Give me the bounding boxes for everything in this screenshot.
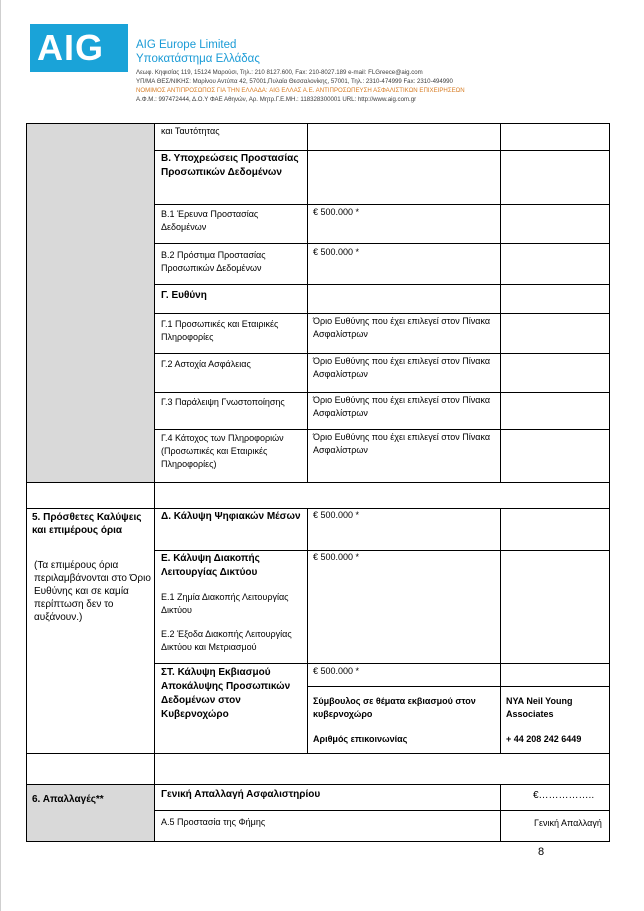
letterhead [30, 24, 630, 114]
blank-row-left [26, 482, 155, 509]
g1-label: Γ.1 Προσωπικές και Εταιρικές Πληροφορίες [161, 319, 279, 342]
b2-extra [500, 243, 610, 285]
g4-extra [500, 429, 610, 483]
grey-cell-top [26, 123, 155, 483]
company-name: AIG Europe Limited [136, 39, 237, 51]
e-value: € 500.000 * [313, 552, 360, 562]
row-top-extra [500, 123, 610, 151]
a5-value: Γενική Απαλλαγή [534, 818, 602, 828]
st-advisor-value: NYA Neil Young Associates [506, 696, 573, 719]
g3-value: Όριο Ευθύνης που έχει επιλεγεί στον Πίνακα Ασφαλίστρων [313, 395, 491, 418]
e-value-cell [307, 550, 501, 664]
d-value: € 500.000 * [313, 510, 360, 520]
page-edge [0, 0, 1, 911]
d-title: Δ. Κάλυψη Ψηφιακών Μέσων [161, 511, 301, 522]
b-title: Β. Υποχρεώσεις Προστασίας Προσωπικών Δεδομένων [161, 153, 299, 178]
g2-value: Όριο Ευθύνης που έχει επιλεγεί στον Πίνακα Ασφαλίστρων [313, 356, 491, 379]
section-5-note: (Τα επιμέρους όρια περιλαμβάνονται στο Όριο Ευθύνης και σε καμία περίπτωση δεν το αυξάνουν.) [34, 560, 151, 623]
b1-label: Β.1 Έρευνα Προστασίας Δεδομένων [161, 209, 259, 232]
g1-value: Όριο Ευθύνης που έχει επιλεγεί στον Πίνακα Ασφαλίστρων [313, 316, 491, 339]
g-title-value [307, 284, 501, 314]
st-title: ΣΤ. Κάλυψη Εκβιασμού Αποκάλυψης Προσωπικών Δεδομένων στον Κυβερνοχώρο [161, 667, 291, 720]
g2-label: Γ.2 Αστοχία Ασφάλειας [161, 359, 251, 369]
b-title-value [307, 150, 501, 205]
address-line-2: ΥΠ/ΜΑ ΘΕΣ/ΝΙΚΗΣ: Μαρίνου Αντύπα 42, 57001,Πυλαία Θεσσαλονίκης, 57001, Τηλ.: 2310-474999 Fax: 2310-494990 [136, 78, 453, 85]
branch-name: Υποκατάστημα Ελλάδας [136, 53, 260, 65]
e1-label: Ε.1 Ζημία Διακοπής Λειτουργίας Δικτύου [161, 592, 289, 615]
row-top-value [307, 123, 501, 151]
address-line-1: Λεωφ. Κηφισίας 119, 15124 Μαρούσι, Τηλ.: 210 8127.600, Fax: 210-8027.189 e-mail: FLGreece@aig.com [136, 69, 423, 76]
coverage-table [26, 123, 610, 843]
address-line-4: Α.Φ.Μ.: 997472444, Δ.Ο.Υ ΦΑΕ Αθηνών, Αρ. Μητρ.Γ.Ε.ΜΗ.: 118328300001 URL: http://www.aig.com.gr [136, 96, 417, 103]
address-line-3: ΝΟΜΙΜΟΣ ΑΝΤΙΠΡΟΣΩΠΟΣ ΓΙΑ ΤΗΝ ΕΛΛΑΔΑ: AIG ΕΛΛΑΣ Α.Ε. ΑΝΤΙΠΡΟΣΩΠΕΥΣΗ ΑΣΦΑΛΙΣΤΙΚΩΝ ΕΠΙΧΕΙΡΗΣΕΩΝ [136, 87, 465, 94]
section-5-cell [26, 508, 155, 754]
section-5-title: 5. Πρόσθετες Καλύψεις και επιμέρους όρια [32, 512, 142, 536]
g4-value: Όριο Ευθύνης που έχει επιλεγεί στον Πίνακα Ασφαλίστρων [313, 432, 491, 455]
general-excess-value: €…………….. [533, 790, 595, 801]
st-phone-label: Αριθμός επικοινωνίας [313, 734, 408, 744]
g2-extra [500, 353, 610, 393]
st-advisor-label: Σύμβουλος σε θέματα εκβιασμού στον κυβερνοχώρο [313, 696, 476, 719]
d-extra [500, 508, 610, 551]
b-title-extra [500, 150, 610, 205]
g3-label: Γ.3 Παράλειψη Γνωστοποίησης [161, 397, 285, 407]
e-title: Ε. Κάλυψη Διακοπής Λειτουργίας Δικτύου [161, 553, 260, 578]
logo-text: AIG [37, 27, 105, 68]
b2-value: € 500.000 * [313, 247, 360, 257]
general-excess: Γενική Απαλλαγή Ασφαλιστηρίου [161, 789, 321, 800]
g-title: Γ. Ευθύνη [161, 290, 207, 301]
st-value: € 500.000 * [313, 666, 360, 676]
blank-row-left-2 [26, 753, 155, 785]
section-6-title: 6. Απαλλαγές** [32, 794, 104, 805]
g3-extra [500, 392, 610, 430]
top-cont-text: και Ταυτότητας [161, 126, 220, 136]
page-number: 8 [538, 846, 545, 858]
blank-row [154, 482, 610, 509]
e-extra [500, 550, 610, 664]
b2-label: Β.2 Πρόστιμα Προστασίας Προσωπικών Δεδομένων [161, 250, 266, 273]
e2-label: Ε.2 Έξοδα Διακοπής Λειτουργίας Δικτύου και Μετριασμού [161, 629, 292, 652]
g1-extra [500, 313, 610, 354]
b1-value: € 500.000 * [313, 207, 360, 217]
blank-row-2 [154, 753, 610, 785]
g4-label: Γ.4 Κάτοχος των Πληροφοριών (Προσωπικές και Εταιρικές Πληροφορίες) [161, 433, 284, 469]
g-title-extra [500, 284, 610, 314]
b1-extra [500, 204, 610, 244]
st-phone-value: + 44 208 242 6449 [506, 734, 582, 744]
st-divider [307, 686, 610, 687]
aig-logo [30, 24, 128, 72]
a5-label: Α.5 Προστασία της Φήμης [161, 817, 266, 827]
